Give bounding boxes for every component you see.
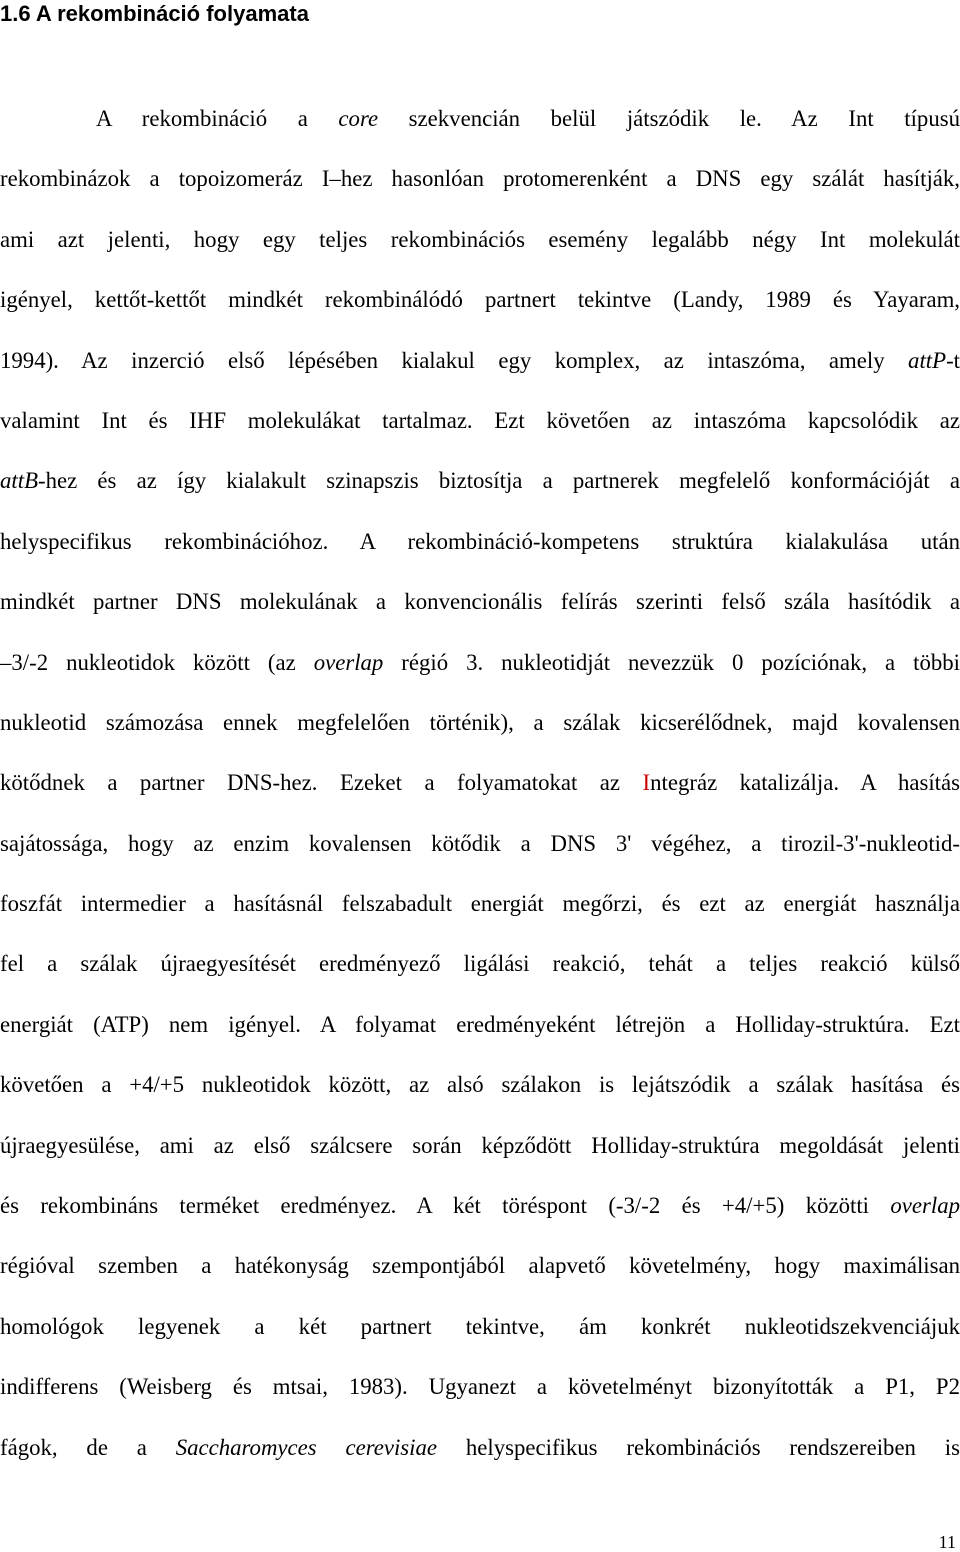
text-run: 1994). Az inzerció első lépésében kialakul egy komplex, az intaszóma, amely xyxy=(0,347,909,373)
text-run: követően a +4/+5 nukleotidok között, az alsó szálakon is lejátszódik a szálak hasítása és xyxy=(0,1072,960,1098)
text-run: foszfát intermedier a hasításnál felszabadult energiát megőrzi, és ezt az energiát használja xyxy=(0,891,960,917)
text-run: sajátossága, hogy az enzim kovalensen kötődik a DNS 3' végéhez, a tirozil-3'-nukleotid- xyxy=(0,830,960,856)
text-run: homológok legyenek a két partnert tekintve, ám konkrét nukleotidszekvenciájuk xyxy=(0,1313,960,1339)
italic-term: overlap xyxy=(890,1193,960,1219)
paragraph-line xyxy=(0,995,960,1055)
text-run: régió 3. nukleotidját nevezzük 0 pozíciónak, a többi xyxy=(383,649,960,675)
paragraph-line xyxy=(0,572,960,632)
paragraph-line xyxy=(0,391,960,451)
text-run: mindkét partner DNS molekulának a konvencionális felírás szerinti felső szála hasítódik a xyxy=(0,589,960,615)
italic-term: B xyxy=(24,468,39,494)
paragraph-line xyxy=(0,753,960,813)
paragraph-line xyxy=(0,1236,960,1296)
text-run: valamint Int és IHF molekulákat tartalmaz. Ezt követően az intaszóma kapcsolódik az xyxy=(0,407,960,433)
italic-term: att xyxy=(908,347,933,373)
italic-term: Saccharomyces cerevisiae xyxy=(175,1434,438,1460)
text-run: indifferens (Weisberg és mtsai, 1983). Ugyanezt a követelményt bizonyították a P1, P2 xyxy=(0,1374,960,1400)
italic-term: P xyxy=(932,347,947,373)
text-run: igényel, kettőt-kettőt mindkét rekombinálódó partnert tekintve (Landy, 1989 és Yayaram, xyxy=(0,287,960,313)
text-run: és rekombináns terméket eredményez. A két töréspont (-3/-2 és +4/+5) közötti xyxy=(0,1193,891,1219)
paragraph-line xyxy=(0,1176,960,1236)
paragraph-line xyxy=(0,1116,960,1176)
paragraph-line xyxy=(0,512,960,572)
paragraph-line xyxy=(0,693,960,753)
text-run: ami azt jelenti, hogy egy teljes rekombinációs esemény legalább négy Int molekulát xyxy=(0,226,960,252)
text-run: –3/-2 nukleotidok között (az xyxy=(0,649,314,675)
paragraph-line xyxy=(0,1357,960,1417)
text-run: helyspecifikus rekombinációs rendszereiben is xyxy=(437,1434,960,1460)
section-heading: 1.6 A rekombináció folyamata xyxy=(0,1,309,26)
text-run: -hez és az így kialakult szinapszis biztosítja a partnerek megfelelő konformációját a xyxy=(38,468,960,494)
paragraph-line xyxy=(0,89,960,149)
text-run: ntegráz katalizálja. A hasítás xyxy=(650,770,960,796)
page-number: 11 xyxy=(938,1532,956,1552)
body-paragraph xyxy=(0,89,960,1478)
highlighted-letter: I xyxy=(642,770,651,796)
paragraph-line xyxy=(0,1297,960,1357)
paragraph-line xyxy=(0,149,960,209)
text-run: kötődnek a partner DNS-hez. Ezeket a folyamatokat az xyxy=(0,770,643,796)
paragraph-line xyxy=(0,210,960,270)
paragraph-line xyxy=(0,451,960,511)
paragraph-line xyxy=(0,633,960,693)
text-run: szekvencián belül játszódik le. Az Int típusú xyxy=(378,106,960,131)
text-run: -t xyxy=(946,347,960,373)
text-run: újraegyesülése, ami az első szálcsere során képződött Holliday-struktúra megoldását jelenti xyxy=(0,1132,960,1158)
text-run: nukleotid számozása ennek megfelelően történik), a szálak kicserélődnek, majd kovalensen xyxy=(0,709,960,735)
text-run: helyspecifikus rekombinációhoz. A rekombináció-kompetens struktúra kialakulása után xyxy=(0,528,960,554)
paragraph-line xyxy=(0,270,960,330)
paragraph-line xyxy=(0,814,960,874)
text-run: rekombinázok a topoizomeráz I–hez hasonlóan protomerenként a DNS egy szálát hasítják, xyxy=(0,166,960,192)
text-run: régióval szemben a hatékonyság szempontjából alapvető követelmény, hogy maximálisan xyxy=(0,1253,960,1279)
italic-term: att xyxy=(0,468,25,494)
text-run: fel a szálak újraegyesítését eredményező ligálási reakció, tehát a teljes reakció külső xyxy=(0,951,960,977)
paragraph-line xyxy=(0,331,960,391)
text-run: fágok, de a xyxy=(0,1434,176,1460)
paragraph-line xyxy=(0,1418,960,1478)
italic-term: overlap xyxy=(313,649,384,675)
paragraph-line xyxy=(0,1055,960,1115)
text-run: A rekombináció a xyxy=(96,106,339,131)
italic-term: core xyxy=(338,106,379,131)
paragraph-line xyxy=(0,874,960,934)
paragraph-line xyxy=(0,934,960,994)
text-run: energiát (ATP) nem igényel. A folyamat eredményeként létrejön a Holliday-struktúra. Ezt xyxy=(0,1011,960,1037)
